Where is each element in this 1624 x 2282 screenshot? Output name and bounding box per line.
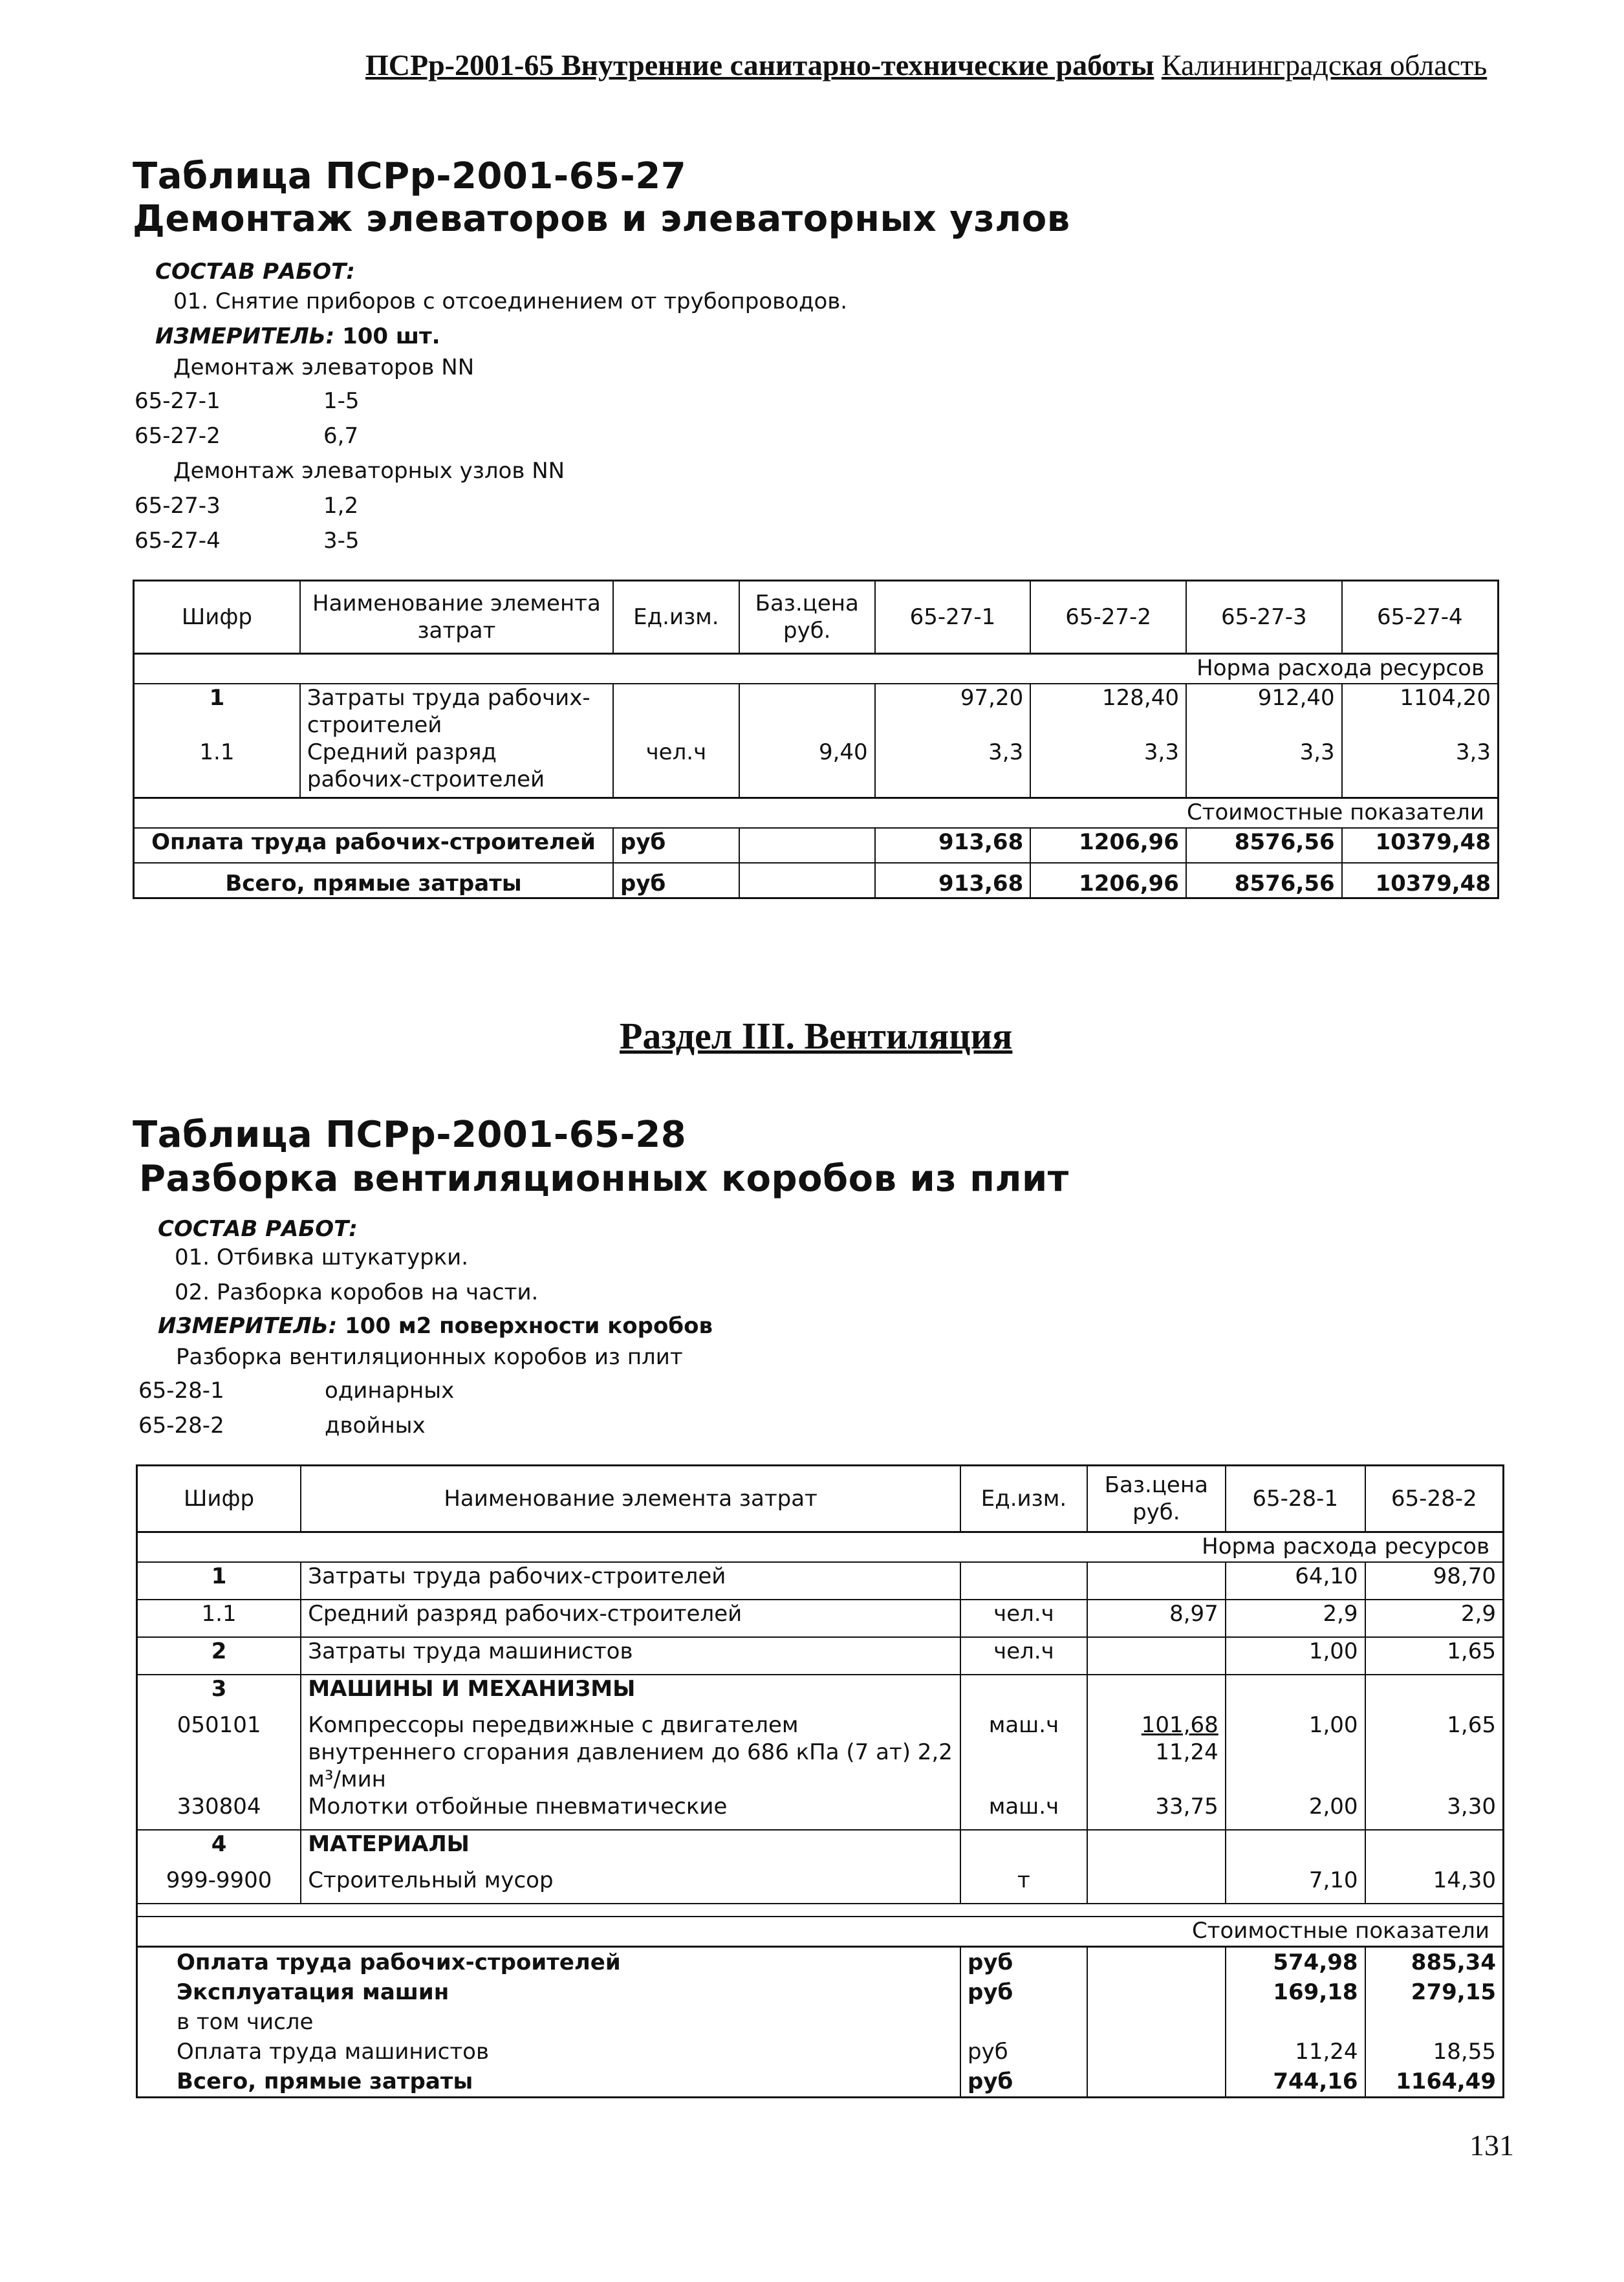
row-value: 1,65 <box>1365 1637 1504 1675</box>
total-value: 10379,48 <box>1342 863 1499 898</box>
total-value: 1206,96 <box>1030 863 1186 898</box>
table1-meter <box>155 323 440 349</box>
row-value: 1104,20 <box>1342 684 1499 739</box>
column-header: Ед.изм. <box>960 1466 1087 1532</box>
row-code: 999-9900 <box>137 1867 301 1904</box>
column-header: Баз.цена руб. <box>1087 1466 1226 1532</box>
total-name: Эксплуатация машин <box>137 1977 961 2007</box>
resource-table-65-28 <box>136 1464 1504 2098</box>
total-value: 1206,96 <box>1030 828 1186 863</box>
row-name: МАТЕРИАЛЫ <box>301 1830 960 1867</box>
row-name: Средний разряд рабочих-строителей <box>301 1600 960 1637</box>
total-name: Оплата труда машинистов <box>137 2037 961 2067</box>
table2-title: Таблица ПСРр-2001-65-28 <box>133 1114 687 1156</box>
row-name: МАШИНЫ И МЕХАНИЗМЫ <box>301 1675 960 1712</box>
total-row <box>134 863 1499 898</box>
total-unit: руб <box>960 1977 1087 2007</box>
total-value: 913,68 <box>875 863 1031 898</box>
total-value: 169,18 <box>1226 1977 1365 2007</box>
total-value: 1164,49 <box>1365 2067 1504 2098</box>
row-unit: маш.ч <box>960 1793 1087 1830</box>
row-name: Затраты труда рабочих-строителей <box>300 684 613 739</box>
column-header: Шифр <box>134 581 300 654</box>
total-value: 744,16 <box>1226 2067 1365 2098</box>
row-value: 3,30 <box>1365 1793 1504 1830</box>
table1-work-label: СОСТАВ РАБОТ: <box>155 259 355 285</box>
table-row <box>134 739 1499 798</box>
row-price-primary: 101,68 <box>1141 1712 1218 1738</box>
table-row <box>137 1600 1504 1637</box>
row-code: 050101 <box>137 1712 301 1793</box>
column-header: Наименование элемента затрат <box>300 581 613 654</box>
row-price <box>1087 1712 1226 1793</box>
resource-table-65-27 <box>133 580 1499 899</box>
table1-group2-code: 65-27-4 <box>135 528 221 554</box>
table1-group1-code: 65-27-2 <box>135 423 221 449</box>
band-cost: Стоимостные показатели <box>134 798 1499 829</box>
column-header: Шифр <box>137 1466 301 1532</box>
table2-group-code: 65-28-1 <box>138 1378 224 1404</box>
table1-group1-code: 65-27-1 <box>135 388 221 414</box>
table2-group-val: одинарных <box>325 1378 455 1404</box>
row-name: Строительный мусор <box>301 1867 960 1904</box>
table-row <box>137 1562 1504 1600</box>
running-header <box>365 48 1487 82</box>
column-header: Ед.изм. <box>613 581 739 654</box>
row-name: Компрессоры передвижные с двигателем внутреннего сгорания давлением до 686 кПа (7 ат) 2,2 м³/мин <box>301 1712 960 1793</box>
table1-group2-val: 1,2 <box>323 493 359 519</box>
row-unit <box>960 1562 1087 1600</box>
row-value: 3,3 <box>1186 739 1342 798</box>
row-unit: чел.ч <box>613 739 739 798</box>
total-unit: руб <box>613 863 739 898</box>
row-value: 97,20 <box>875 684 1031 739</box>
row-price-secondary: 11,24 <box>1155 1739 1218 1765</box>
table1-group1-val: 1-5 <box>323 388 360 414</box>
total-row <box>137 1947 1504 1978</box>
row-value: 2,9 <box>1226 1600 1365 1637</box>
table2-work-item: 02. Разборка коробов на части. <box>175 1279 539 1305</box>
total-value: 574,98 <box>1226 1947 1365 1978</box>
row-price <box>1087 1867 1226 1904</box>
row-value: 128,40 <box>1030 684 1186 739</box>
total-name: Всего, прямые затраты <box>137 2067 961 2098</box>
row-name: Затраты труда машинистов <box>301 1637 960 1675</box>
band-cost: Стоимостные показатели <box>137 1917 1504 1947</box>
row-code: 1.1 <box>134 739 300 798</box>
table1-group2-code: 65-27-3 <box>135 493 221 519</box>
table2-work-label: СОСТАВ РАБОТ: <box>158 1216 358 1242</box>
header-code-title: ПСРр-2001-65 Внутренние санитарно-технические работы <box>365 49 1154 82</box>
total-unit: руб <box>613 828 739 863</box>
row-name: Молотки отбойные пневматические <box>301 1793 960 1830</box>
row-code: 2 <box>137 1637 301 1675</box>
row-price <box>739 684 875 739</box>
row-name: Средний разряд рабочих-строителей <box>300 739 613 798</box>
table2-work-item: 01. Отбивка штукатурки. <box>175 1244 469 1270</box>
table-row <box>137 1867 1504 1904</box>
total-row <box>137 2007 1504 2037</box>
total-value: 279,15 <box>1365 1977 1504 2007</box>
total-row <box>137 2037 1504 2067</box>
row-code: 1 <box>134 684 300 739</box>
table-row <box>137 1830 1504 1867</box>
row-value: 1,00 <box>1226 1712 1365 1793</box>
row-unit: чел.ч <box>960 1637 1087 1675</box>
row-price <box>1087 1562 1226 1600</box>
table-row <box>137 1793 1504 1830</box>
total-value: 8576,56 <box>1186 828 1342 863</box>
row-value: 2,9 <box>1365 1600 1504 1637</box>
row-name: Затраты труда рабочих-строителей <box>301 1562 960 1600</box>
band-norm: Норма расхода ресурсов <box>134 654 1499 684</box>
table1-subtitle: Демонтаж элеваторов и элеваторных узлов <box>133 198 1070 240</box>
page-number: 131 <box>1469 2129 1514 2162</box>
table1-meter-label: ИЗМЕРИТЕЛЬ: <box>155 323 335 349</box>
column-header: 65-27-3 <box>1186 581 1342 654</box>
column-header: 65-28-2 <box>1365 1466 1504 1532</box>
row-unit <box>613 684 739 739</box>
table-row <box>134 684 1499 739</box>
row-unit: маш.ч <box>960 1712 1087 1793</box>
row-unit: чел.ч <box>960 1600 1087 1637</box>
table2-group-val: двойных <box>325 1413 426 1439</box>
column-header: 65-27-2 <box>1030 581 1186 654</box>
row-unit: т <box>960 1867 1087 1904</box>
column-header: 65-28-1 <box>1226 1466 1365 1532</box>
row-value: 98,70 <box>1365 1562 1504 1600</box>
band-norm: Норма расхода ресурсов <box>137 1532 1504 1563</box>
table1-group1-val: 6,7 <box>323 423 359 449</box>
total-name: в том числе <box>137 2007 961 2037</box>
table-row <box>137 1637 1504 1675</box>
table1-meter-value: 100 шт. <box>342 323 440 349</box>
row-value: 3,3 <box>875 739 1031 798</box>
row-code: 1.1 <box>137 1600 301 1637</box>
total-name: Всего, прямые затраты <box>134 863 613 898</box>
column-header: Баз.цена руб. <box>739 581 875 654</box>
row-price: 9,40 <box>739 739 875 798</box>
total-value: 8576,56 <box>1186 863 1342 898</box>
section-title: Раздел III. Вентиляция <box>620 1015 1013 1057</box>
column-header: Наименование элемента затрат <box>301 1466 960 1532</box>
table2-meter-label: ИЗМЕРИТЕЛЬ: <box>158 1313 338 1339</box>
table1-group1-title: Демонтаж элеваторов NN <box>173 354 475 380</box>
row-value: 1,00 <box>1226 1637 1365 1675</box>
table2-subtitle: Разборка вентиляционных коробов из плит <box>139 1158 1069 1200</box>
row-price: 8,97 <box>1087 1600 1226 1637</box>
table1-group2-title: Демонтаж элеваторных узлов NN <box>173 458 565 484</box>
header-region: Калининградская область <box>1161 49 1488 82</box>
total-value: 913,68 <box>875 828 1031 863</box>
table-row <box>137 1675 1504 1712</box>
total-name: Оплата труда рабочих-строителей <box>134 828 613 863</box>
table2-meter <box>158 1313 713 1339</box>
total-unit: руб <box>960 2067 1087 2098</box>
row-price: 33,75 <box>1087 1793 1226 1830</box>
total-row <box>134 828 1499 863</box>
row-code: 3 <box>137 1675 301 1712</box>
row-code: 4 <box>137 1830 301 1867</box>
total-value: 885,34 <box>1365 1947 1504 1978</box>
column-header: 65-27-4 <box>1342 581 1499 654</box>
row-value: 64,10 <box>1226 1562 1365 1600</box>
total-row <box>137 1977 1504 2007</box>
total-value: 18,55 <box>1365 2037 1504 2067</box>
row-code: 1 <box>137 1562 301 1600</box>
total-row <box>137 2067 1504 2098</box>
table-row <box>137 1712 1504 1793</box>
row-value: 2,00 <box>1226 1793 1365 1830</box>
total-value: 10379,48 <box>1342 828 1499 863</box>
row-code: 330804 <box>137 1793 301 1830</box>
table1-title: Таблица ПСРр-2001-65-27 <box>133 155 687 197</box>
row-value: 3,3 <box>1030 739 1186 798</box>
total-unit: руб <box>960 1947 1087 1978</box>
row-price <box>1087 1637 1226 1675</box>
total-value: 11,24 <box>1226 2037 1365 2067</box>
table2-group-title: Разборка вентиляционных коробов из плит <box>176 1344 683 1370</box>
total-unit: руб <box>960 2037 1087 2067</box>
row-value: 3,3 <box>1342 739 1499 798</box>
column-header: 65-27-1 <box>875 581 1031 654</box>
row-value: 1,65 <box>1365 1712 1504 1793</box>
row-value: 14,30 <box>1365 1867 1504 1904</box>
row-value: 7,10 <box>1226 1867 1365 1904</box>
table2-group-code: 65-28-2 <box>138 1413 224 1439</box>
table1-group2-val: 3-5 <box>323 528 360 554</box>
total-name: Оплата труда рабочих-строителей <box>137 1947 961 1978</box>
row-value: 912,40 <box>1186 684 1342 739</box>
table1-work-item: 01. Снятие приборов с отсоединением от трубопроводов. <box>173 288 848 314</box>
table2-meter-value: 100 м2 поверхности коробов <box>345 1313 713 1339</box>
